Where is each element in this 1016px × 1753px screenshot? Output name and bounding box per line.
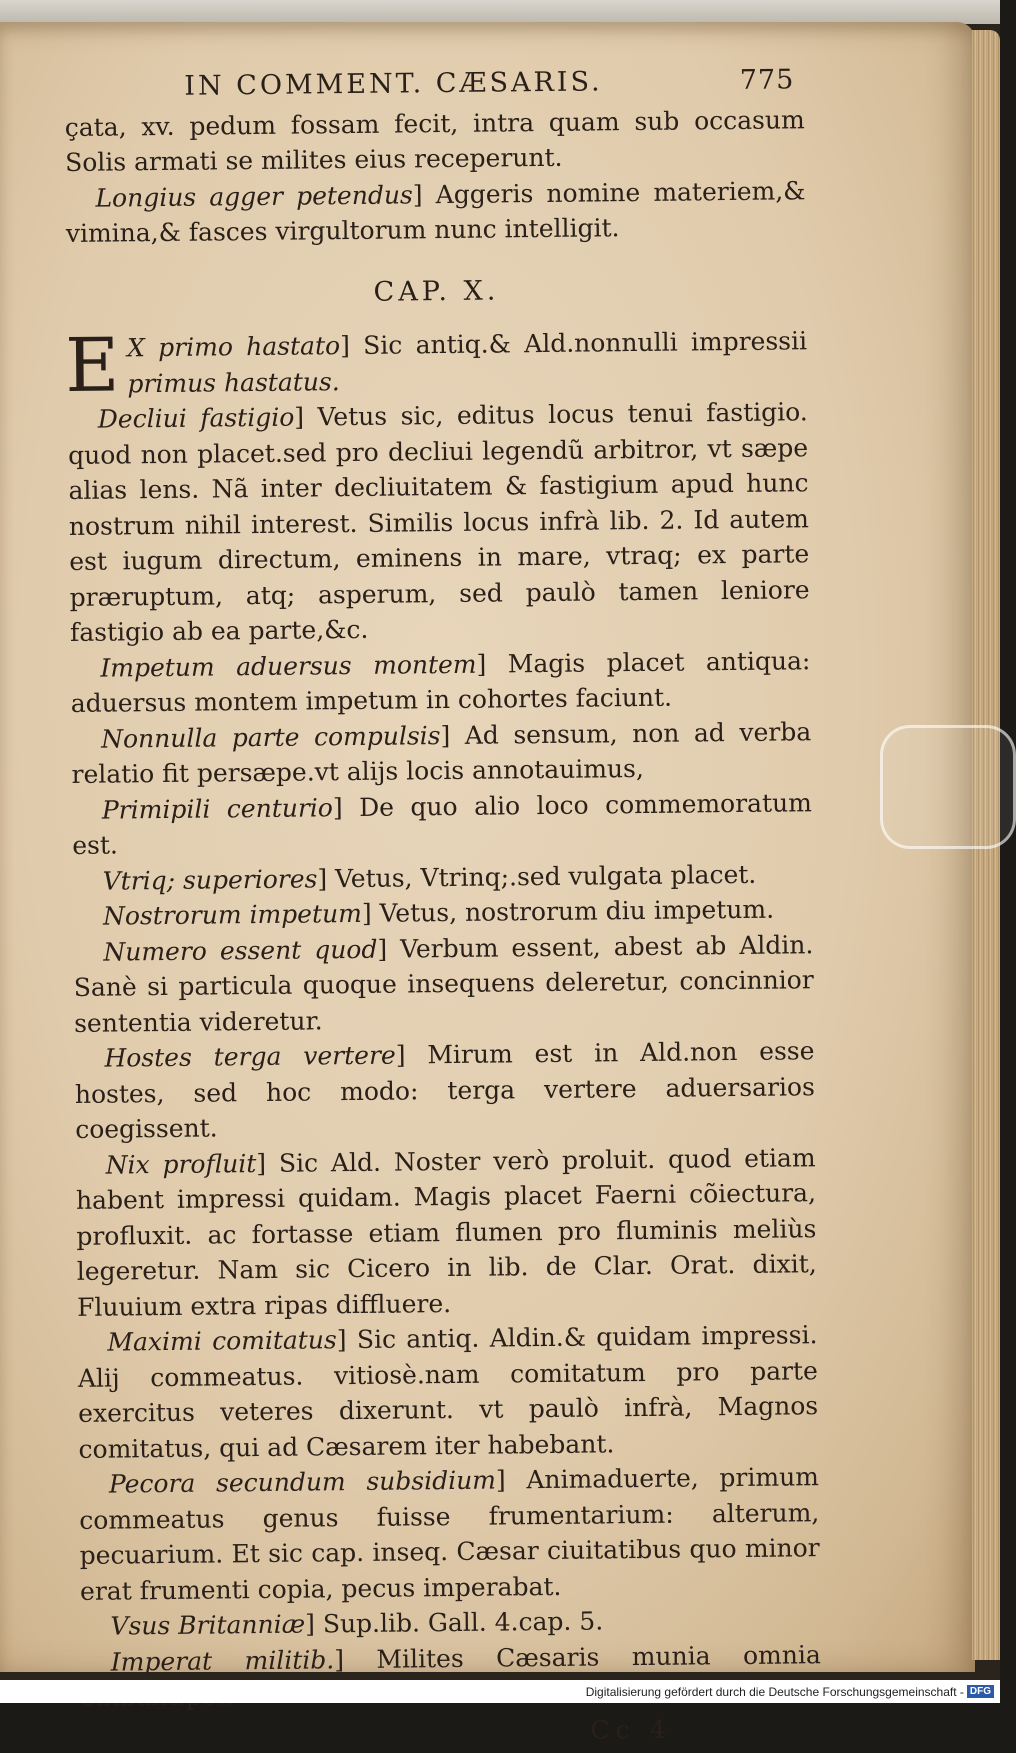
entry-text: De quo alio loco commemoratum est. bbox=[72, 787, 813, 860]
running-title: IN COMMENT. CÆSARIS. bbox=[184, 66, 603, 102]
running-head bbox=[184, 62, 794, 104]
entry: Primipili centurio] De quo alio loco commemoratum est. bbox=[72, 787, 813, 860]
entry: Imperat militib.] Milites Cæsaris munia omnia bbox=[81, 1637, 822, 1716]
footer-credit: Digitalisierung gefördert durch die Deutsche Forschungsgemeinschaft - bbox=[585, 1684, 964, 1699]
entry: Impetum aduersus montem] Magis placet antiqua: aduersus montem impetum in cohortes faciunt. bbox=[70, 645, 811, 718]
page-text bbox=[64, 48, 822, 1753]
entry-text: Sic antiq. Aldin.& quidam impressi. Alij commeatus. vitiosè.nam comitatum pro parte exercitus veteres dixerunt. vt paulò infrà, Magnos comitatus, qui ad Cæsarem iter habebant. bbox=[77, 1320, 819, 1464]
digitization-footer bbox=[0, 1680, 1000, 1703]
entry: Decliui fastigio] Vetus sic, editus locus tenui fastigio. quod non placet.sed pro decliui legendũ arbitror, vt sæpe alias lens. Nã inter decliuitatem & fastigium apud hunc nostrum nihil interest. Similis locus infrà lib. 2. Id autem est iugum directum, eminens in mare, vtraq; ex parte præruptum, atq; asperum, sed paulò tamen leniore fastigio ab ea parte,&c. bbox=[68, 397, 810, 647]
entry-text: Animaduerte, primum commeatus genus fuisse frumentarium: alterum, pecuarium. Et sic cap. inseq. Cæsar ciuitatibus quo minor erat frumenti copia, pecus imperabat. bbox=[79, 1462, 820, 1606]
lemma: Vtriq; superiores bbox=[102, 863, 318, 896]
entry: Numero essent quod] Verbum essent, abest ab Aldin. Sanè si particula quoque insequens deleretur, concinnior sententia videretur. bbox=[73, 929, 814, 1038]
entry-text: Magis placet antiqua: aduersus montem impetum in cohortes faciunt. bbox=[70, 645, 811, 718]
chapter-heading: CAP. X. bbox=[373, 274, 500, 308]
entry: Nix profluit] Sic Ald. Noster verò proluit. quod etiam habent impressi quidam. Magis placet Faerni cõiectura, profluxit. ac fortasse etiam flumen pro fluminis meliùs legeretur. Nam sic Cicero in lib. de Clar. Orat. dixit, Fluuium extra ripas diffluere. bbox=[75, 1142, 817, 1322]
entry-text: Milites Cæsaris munia omnia bbox=[376, 1639, 821, 1674]
lemma: X primo hastato bbox=[126, 331, 341, 363]
signature-mark: Cc 4 bbox=[590, 1714, 672, 1745]
entry-text: Ad sensum, non ad verba relatio fit persæpe.vt alijs locis annotauimus, bbox=[71, 716, 812, 789]
entry-text: Sup.lib. Gall. 4.cap. 5. bbox=[322, 1606, 604, 1639]
entry: Pecora secundum subsidium] Animaduerte, primum commeatus genus fuisse frumentarium: alterum, pecuarium. Et sic cap. inseq. Cæsar ciuitatibus quo minor erat frumenti copia, pecus imperabat. bbox=[79, 1462, 820, 1606]
variant: primus hastatus. bbox=[127, 366, 340, 398]
first-entry: E X primo hastato] Sic antiq.& Ald.nonnulli impressii primus hastatus. bbox=[64, 322, 808, 410]
entry: Maximi comitatus] Sic antiq. Aldin.& quidam impressi. Alij commeatus. vitiosè.nam comitatum pro parte exercitus veteres dixerunt. vt paulò infrà, Magnos comitatus, qui ad Cæsarem iter habebant. bbox=[77, 1320, 819, 1464]
lemma: Imperat militib. bbox=[110, 1644, 335, 1677]
entry-text: Sic Ald. Noster verò proluit. quod etiam habent impressi quidam. Magis placet Faerni cõiectura, profluxit. ac fortasse etiam flumen pro fluminis meliùs legeretur. Nam sic Cicero in lib. de Clar. Orat. dixit, Fluuium extra ripas diffluere. bbox=[75, 1142, 817, 1322]
entry-text: Vetus sic, editus locus tenui fastigio. quod non placet.sed pro decliui legendũ arbitror, vt sæpe alias lens. Nã inter decliuitatem & fastigium apud hunc nostrum nihil interest. Similis locus infrà lib. 2. Id autem est iugum directum, eminens in mare, vtraq; ex parte præruptum, atq; asperum, sed paulò tamen leniore fastigio ab ea parte,&c. bbox=[68, 397, 810, 647]
entry-text: Mirum est in Ald.non esse hostes, sed hoc modo: terga vertere aduersarios coegissent. bbox=[74, 1036, 815, 1144]
entry-text: Vetus, nostrorum diu impetum. bbox=[379, 894, 775, 928]
page-clip bbox=[880, 725, 1016, 849]
lemma: Nonnulla parte compulsis bbox=[100, 720, 441, 754]
lemma: Impetum aduersus montem bbox=[100, 649, 477, 683]
entry: Nostrorum impetum] Vetus, nostrorum diu impetum. bbox=[102, 894, 775, 931]
lemma: Longius agger petendus bbox=[95, 179, 413, 213]
entry: Hostes terga vertere] Mirum est in Ald.non esse hostes, sed hoc modo: terga vertere aduersarios coegissent. bbox=[74, 1036, 815, 1144]
dfg-logo: DFG bbox=[967, 1685, 994, 1698]
lemma: Decliui fastigio bbox=[97, 402, 295, 434]
lemma: Vsus Britanniæ bbox=[110, 1609, 306, 1641]
entry-text: Vetus, Vtrinq;.sed vulgata placet. bbox=[334, 859, 757, 893]
lemma: Nix profluit bbox=[105, 1148, 257, 1180]
entry-text: Sic antiq.& Ald.nonnulli impressii bbox=[363, 326, 808, 360]
lemma: Numero essent quod bbox=[103, 934, 378, 967]
entry-text: Verbum essent, abest ab Aldin. Sanè si particula quoque insequens deleretur, concinnior sententia videretur. bbox=[73, 929, 814, 1038]
entry: Longius agger petendus] Aggeris nomine materiem,& vimina,& fasces virgultorum nunc intelligit. bbox=[65, 175, 806, 248]
scan-top-strip bbox=[0, 0, 1000, 24]
entry-text: Aggeris nomine materiem,& vimina,& fasces virgultorum nunc intelligit. bbox=[65, 175, 806, 248]
lemma: Nostrorum impetum bbox=[102, 898, 363, 931]
folio-number: 775 bbox=[739, 64, 795, 96]
lemma: Pecora secundum subsidium bbox=[108, 1465, 497, 1499]
entry: Vsus Britanniæ] Sup.lib. Gall. 4.cap. 5. bbox=[110, 1606, 604, 1641]
continued-line: çata, xv. pedum fossam fecit, intra quam sub occasum Solis armati se milites eius receperunt. bbox=[64, 104, 805, 177]
entry: Vtriq; superiores] Vetus, Vtrinq;.sed vulgata placet. bbox=[102, 859, 757, 896]
entry: Nonnulla parte compulsis] Ad sensum, non ad verba relatio fit persæpe.vt alijs locis annotauimus, bbox=[71, 716, 812, 789]
lemma: Maximi comitatus bbox=[107, 1325, 337, 1357]
lemma: Primipili centurio bbox=[101, 792, 334, 825]
drop-initial: E bbox=[64, 322, 120, 410]
lemma: Hostes terga vertere bbox=[104, 1040, 396, 1073]
